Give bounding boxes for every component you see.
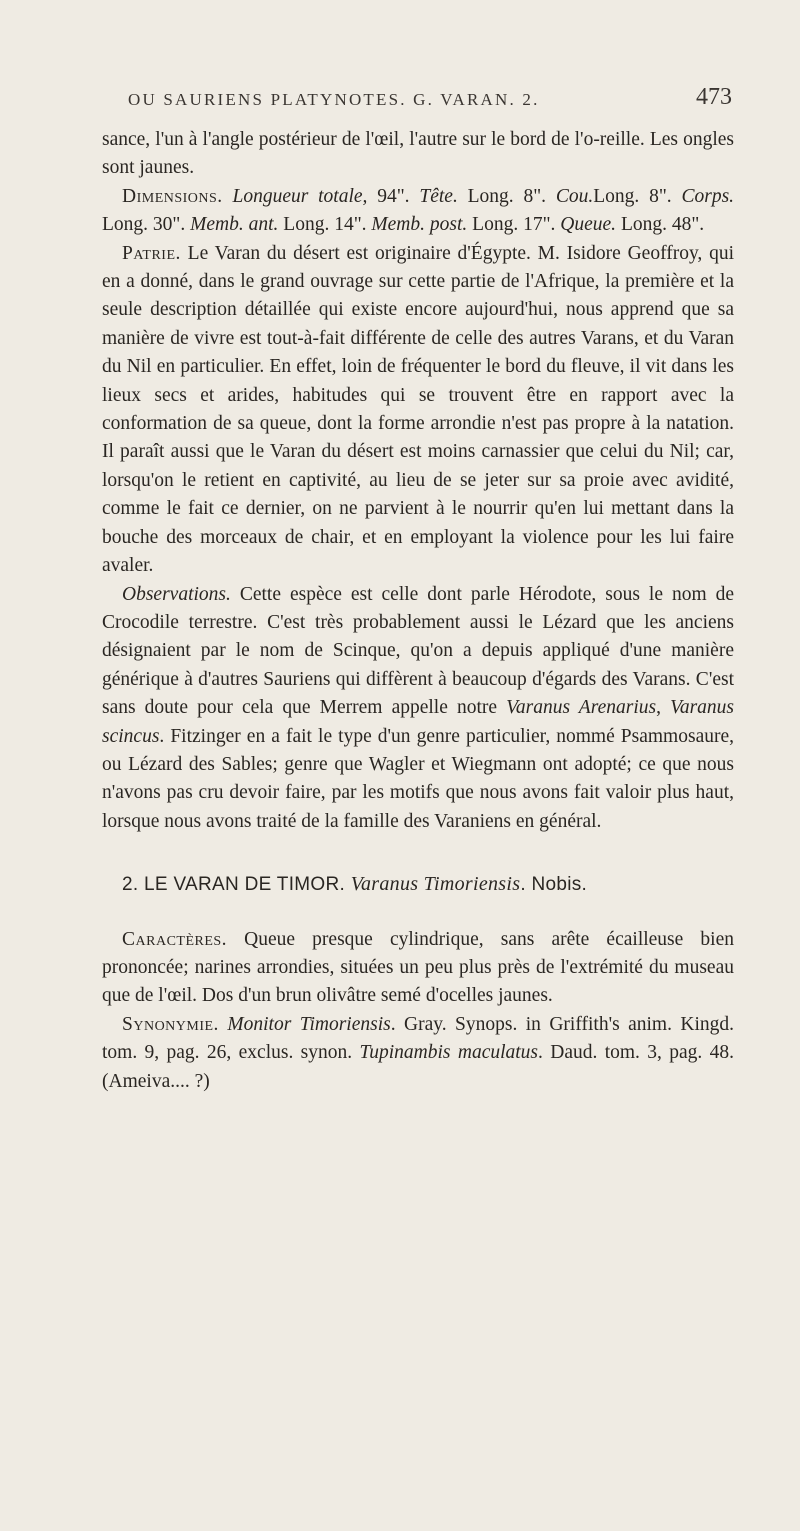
paragraph-synonymie: Synonymie. Monitor Timoriensis. Gray. Synops. in Griffith's anim. Kingd. tom. 9, pag. 26, exclus. synon. Tupinambis maculatus. Daud. tom. 3, pag. 48. (Ameiva.... ?): [102, 1013, 735, 1092]
body-text: [102, 126, 734, 1096]
species-heading: 2. LE VARAN DE TIMOR. Varanus Timoriensis. Nobis.: [122, 873, 588, 896]
running-head: [102, 66, 734, 126]
section-label-patrie: Patrie.: [122, 242, 181, 264]
book-page: [0, 66, 800, 1531]
page-number: 473: [696, 84, 732, 110]
section-label-synonymie: Synonymie.: [122, 1013, 219, 1035]
paragraph-caracteres: Caractères. Queue presque cylindrique, sans arête écailleuse bien prononcée; narines arrondies, situées un peu plus près de l'extrémité du museau que de l'œil. Dos d'un brun olivâtre semé d'ocelles jaunes.: [102, 928, 734, 1007]
paragraph-patrie: Patrie. Le Varan du désert est originaire d'Égypte. M. Isidore Geoffroy, qui en a donné, dans le grand ouvrage sur cette partie de l'Afrique, la première et la seule description détaillée qui existe encore aujourd'hui, nous apprend que sa manière de vivre est tout-à-fait différente de celle des autres Varans, et du Varan du Nil en particulier. En effet, loin de fréquenter le bord du fleuve, il vit dans les lieux secs et arides, habitudes qui se trouvent être en rapport avec la conformation de sa queue, dont la forme arrondie n'est pas propre à la natation. Il paraît aussi que le Varan du désert est moins carnassier que celui du Nil; car, lorsqu'on le retient en captivité, au lieu de se jeter sur sa proie avec avidité, comme le fait ce dernier, on ne parvient à le nourrir qu'en lui mettant dans la bouche des morceaux de chair, et en employant la violence pour les lui faire avaler.: [102, 242, 734, 577]
paragraph-continuation: sance, l'un à l'angle postérieur de l'œil, l'autre sur le bord de l'o-reille. Les ongles sont jaunes.: [102, 129, 734, 179]
section-label-dimensions: Dimensions.: [122, 185, 223, 207]
running-head-title: OU SAURIENS PLATYNOTES. G. VARAN. 2.: [128, 90, 540, 109]
section-label-observations: Observations.: [122, 583, 231, 605]
section-label-caracteres: Caractères.: [122, 928, 228, 950]
paragraph-dimensions: Dimensions. Longueur totale, 94". Tête. Long. 8". Cou.Long. 8". Corps. Long. 30". Memb. ant. Long. 14". Memb. post. Long. 17". Queue. Long. 48".: [102, 185, 735, 236]
paragraph-observations: Observations. Cette espèce est celle dont parle Hérodote, sous le nom de Crocodile terrestre. C'est très probablement aussi le Lézard que les anciens désignaient par le nom de Scinque, qu'on a depuis appliqué d'une manière générique à d'autres Sauriens qui diffèrent à beaucoup d'égards des Varans. C'est sans doute pour cela que Merrem appelle notre Varanus Arenarius, Varanus scincus. Fitzinger en a fait le type d'un genre particulier, nommé Psammosaure, ou Lézard des Sables; genre que Wagler et Wiegmann ont adopté; ce que nous n'avons pas cru devoir faire, par les motifs que nous avons fait valoir plus haut, lorsque nous avons traité de la famille des Varaniens en général.: [102, 583, 735, 832]
species-latin-name: Varanus Timoriensis: [350, 873, 521, 896]
